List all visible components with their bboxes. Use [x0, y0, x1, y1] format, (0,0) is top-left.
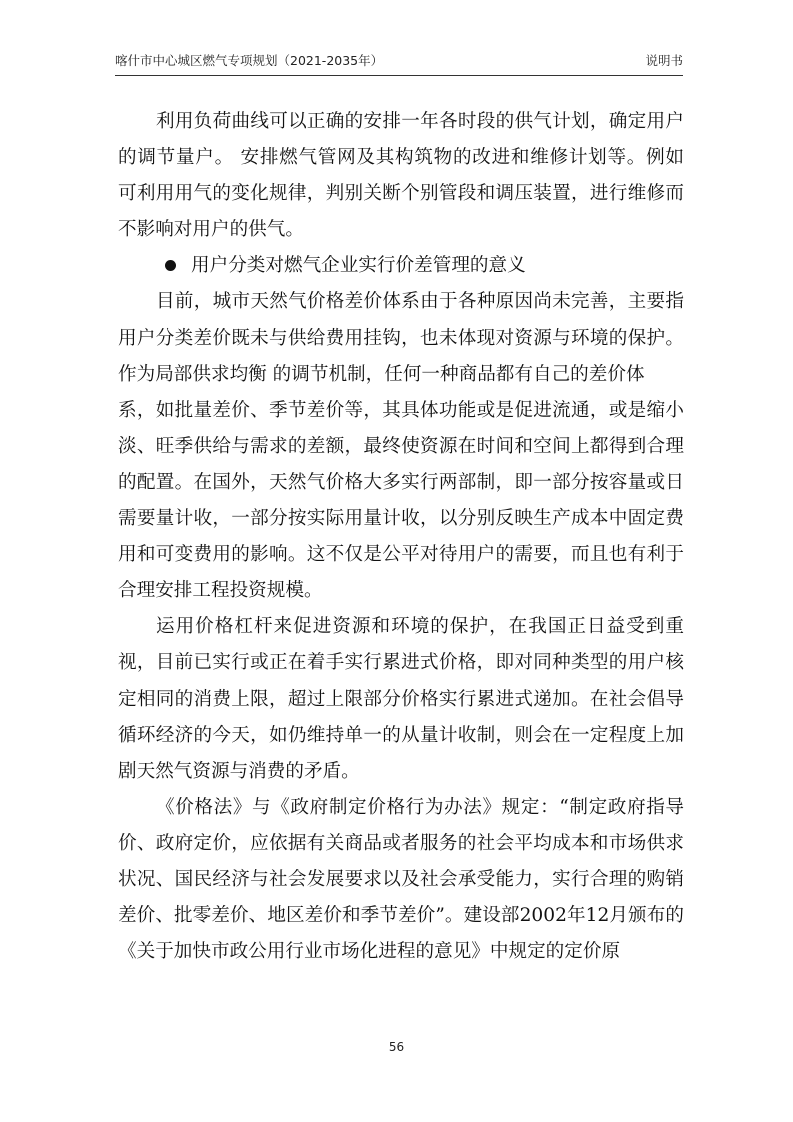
text-line: 状况、国民经济与社会发展要求以及社会承受能力，实行合理的购销: [118, 868, 684, 890]
text-line: 定相同的消费上限，超过上限部分价格实行累进式递加。在社会倡导: [118, 688, 684, 710]
paragraph-price-lever: [118, 609, 684, 789]
text-line: 作为局部供求均衡 的调节机制，任何一种商品都有自己的差价体: [118, 363, 645, 385]
text-line: 的调节量户。 安排燃气管网及其构筑物的改进和维修计划等。例如: [118, 147, 684, 169]
text-line: 视，目前已实行或正在着手实行累进式价格，即对同种类型的用户核: [118, 652, 684, 674]
text-line: 循环经济的今天，如仍维持单一的从量计收制，则会在一定程度上加: [118, 724, 684, 746]
document-title: 喀什市中心城区燃气专项规划（2021-2035年）: [115, 53, 384, 68]
text-line: 用和可变费用的影响。这不仅是公平对待用户的需要，而且也有利于: [118, 544, 684, 566]
text-line: 《价格法》与《政府制定价格行为办法》规定：“制定政府指导: [156, 796, 684, 818]
text-line: 需要量计收，一部分按实际用量计收，以分别反映生产成本中固定费: [118, 508, 684, 530]
bullet-heading-text: 用户分类对燃气企业实行价差管理的意义: [191, 255, 526, 277]
page-header: [115, 51, 683, 73]
text-line: 价、政府定价，应依据有关商品或者服务的社会平均成本和市场供求: [118, 832, 684, 854]
text-line: 用户分类差价既未与供给费用挂钩，也未体现对资源与环境的保护。: [118, 327, 684, 349]
document-body: [118, 104, 684, 970]
header-divider: [115, 75, 683, 76]
paragraph-price-law: [118, 790, 684, 970]
text-line: 可利用用气的变化规律，判别关断个别管段和调压装置，进行维修而: [118, 183, 684, 205]
text-line: 系，如批量差价、季节差价等，其具体功能或是促进流通，或是缩小: [118, 399, 684, 421]
text-line: 《关于加快市政公用行业市场化进程的意见》中规定的定价原: [118, 941, 621, 963]
text-line: 差价、批零差价、地区差价和季节差价”。建设部2002年12月颁布的: [118, 905, 684, 927]
section-label: 说明书: [645, 53, 683, 68]
text-line: 目前，城市天然气价格差价体系由于各种原因尚未完善，主要指: [156, 291, 684, 313]
bullet-heading: [118, 248, 684, 284]
text-line: 运用价格杠杆来促进资源和环境的保护，在我国正日益受到重: [156, 616, 684, 638]
text-line: 的配置。在国外，天然气价格大多实行两部制，即一部分按容量或日: [118, 471, 684, 493]
text-line: 不影响对用户的供气。: [118, 219, 304, 241]
text-line: 淡、旺季供给与需求的差额，最终使资源在时间和空间上都得到合理: [118, 435, 684, 457]
paragraph-load-curve: [118, 104, 684, 248]
page-number: 56: [388, 1040, 405, 1054]
text-line: 合理安排工程投资规模。: [118, 580, 323, 602]
text-line: 利用负荷曲线可以正确的安排一年各时段的供气计划，确定用户: [156, 111, 684, 132]
paragraph-price-system: [118, 284, 684, 609]
text-line: 剧天然气资源与消费的矛盾。: [118, 760, 360, 782]
